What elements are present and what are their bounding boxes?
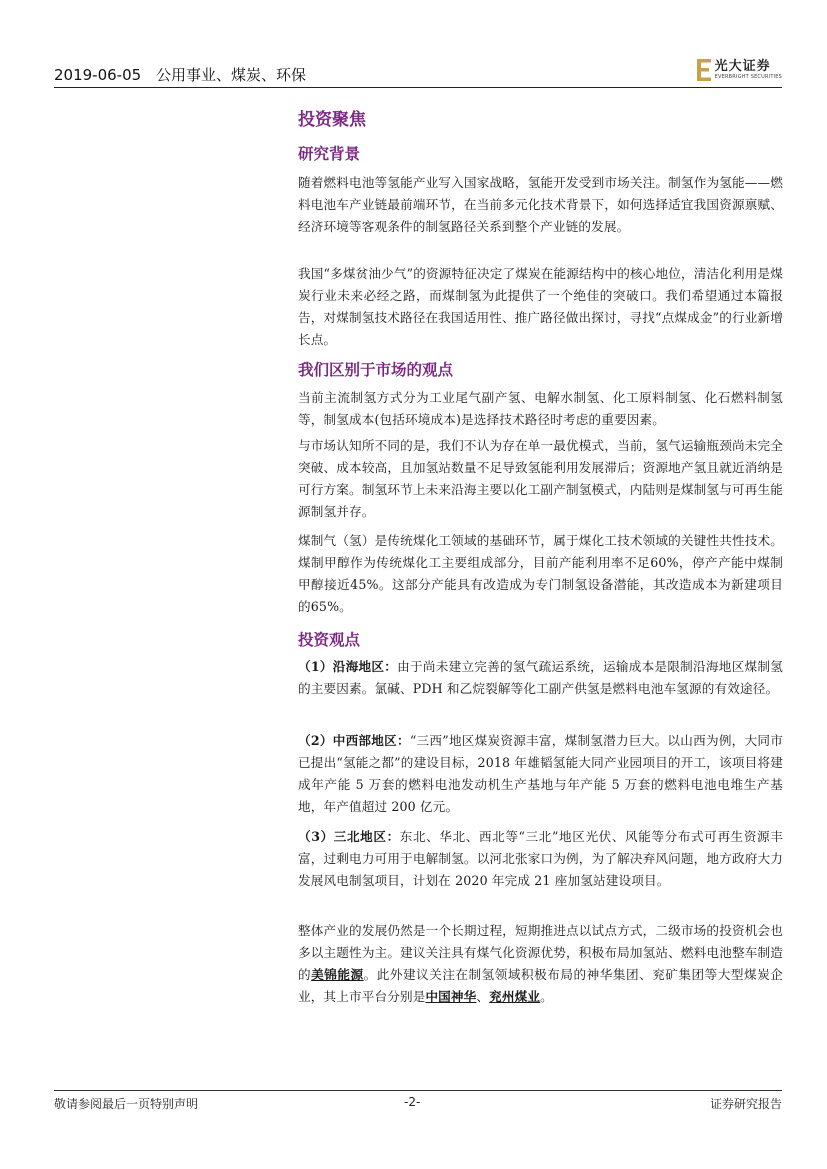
- page-header: [54, 56, 782, 86]
- investment-point: [298, 656, 783, 700]
- page-number: -2-: [404, 1095, 421, 1109]
- paragraph: 当前主流制氢方式分为工业尾气副产氢、电解水制氢、化工原料制氢、化石燃料制氢等，制氢成本(包括环境成本)是选择技术路径时考虑的重要因素。: [298, 390, 783, 427]
- closing-text: 整体产业的发展仍然是一个长期过程，短期推进点以试点方式，二级市场的投资机会也多以主题性为主。建议关注具有煤气化资源优势，积极布局加氢站、燃料电池整车制造的: [298, 923, 783, 982]
- report-date: 2019-06-05: [54, 66, 142, 84]
- closing-separator: 、: [476, 989, 490, 1004]
- section-heading-investment-view: 投资观点: [298, 630, 361, 649]
- logo-text-en: EVERBRIGHT SECURITIES: [714, 74, 782, 80]
- point-label: （3）三北地区：: [298, 829, 400, 844]
- closing-text: 。此外建议关注在制氢领域积极布局的神华集团、兖矿集团等大型煤炭企业，其上市平台分别是: [298, 967, 783, 1004]
- footer-disclaimer: 敬请参阅最后一页特别声明: [54, 1097, 199, 1111]
- footer-report-type: 证券研究报告: [709, 1097, 782, 1111]
- point-label: （1）沿海地区：: [298, 659, 398, 674]
- logo-mark-icon: [697, 59, 711, 81]
- closing-paragraph: [298, 920, 783, 1008]
- closing-text: 。: [540, 989, 553, 1004]
- header-meta: [54, 64, 316, 85]
- point-label: （2）中西部地区：: [298, 733, 410, 748]
- header-divider: [54, 87, 782, 88]
- company-logo: [697, 56, 782, 84]
- stock-link-yanzhou[interactable]: 兖州煤业: [489, 989, 541, 1004]
- point-text: “三西”地区煤炭资源丰富，煤制氢潜力巨大。以山西为例，大同市已提出“氢能之都”的建设目标，2018 年雄韬氢能大同产业园项目的开工，该项目将建成年产能 5 万套的燃料电池发动机生产基地与年产能 5 万套的燃料电池电堆生产基地，年产值超过 200 亿元。: [298, 733, 783, 814]
- investment-point: [298, 730, 783, 818]
- paragraph: 随着燃料电池等氢能产业写入国家战略，氢能开发受到市场关注。制氢作为氢能——燃料电池车产业链最前端环节，在当前多元化技术背景下，如何选择适宜我国资源禀赋、经济环境等客观条件的制氢路径关系到整个产业链的发展。: [298, 175, 783, 234]
- investment-point: [298, 826, 783, 892]
- point-text: 东北、华北、西北等“三北”地区光伏、风能等分布式可再生资源丰富，过剩电力可用于电解制氢。以河北张家口为例，为了解决弃风问题，地方政府大力发展风电制氢项目，计划在 2020 年完成 21 座加氢站建设项目。: [298, 829, 783, 888]
- page-title: 投资聚焦: [298, 110, 366, 130]
- footer-divider: [54, 1090, 782, 1091]
- paragraph: 我国“多煤贫油少气”的资源特征决定了煤炭在能源结构中的核心地位，清洁化利用是煤炭行业未来必经之路，而煤制氢为此提供了一个绝佳的突破口。我们希望通过本篇报告，对煤制氢技术路径在我国适用性、推广路径做出探讨，寻找“点煤成金”的行业新增长点。: [298, 266, 783, 347]
- point-text: 由于尚未建立完善的氢气疏运系统，运输成本是限制沿海地区煤制氢的主要因素。氯碱、PDH 和乙烷裂解等化工副产供氢是燃料电池车氢源的有效途径。: [298, 659, 783, 696]
- logo-text-cn: 光大证券: [714, 59, 771, 74]
- paragraph: 煤制气（氢）是传统煤化工领域的基础环节，属于煤化工技术领域的关键性共性技术。煤制甲醇作为传统煤化工主要组成部分，目前产能利用率不足60%，停产产能中煤制甲醇接近45%。这部分产能具有改造成为专门制氢设备潜能，其改造成本为新建项目的65%。: [298, 533, 783, 614]
- section-heading-differentiated-view: 我们区别于市场的观点: [298, 360, 454, 379]
- stock-link-meijin[interactable]: 美锦能源: [311, 967, 364, 982]
- stock-link-shenhua[interactable]: 中国神华: [425, 989, 477, 1004]
- paragraph: 与市场认知所不同的是，我们不认为存在单一最优模式，当前，氢气运输瓶颈尚未完全突破、成本较高，且加氢站数量不足导致氢能利用发展滞后；资源地产氢且就近消纳是可行方案。制氢环节上未来沿海主要以化工副产制氢模式，内陆则是煤制氢与可再生能源制氢并存。: [298, 438, 783, 519]
- section-heading-research-background: 研究背景: [298, 144, 361, 163]
- report-category: 公用事业、煤炭、环保: [155, 66, 306, 84]
